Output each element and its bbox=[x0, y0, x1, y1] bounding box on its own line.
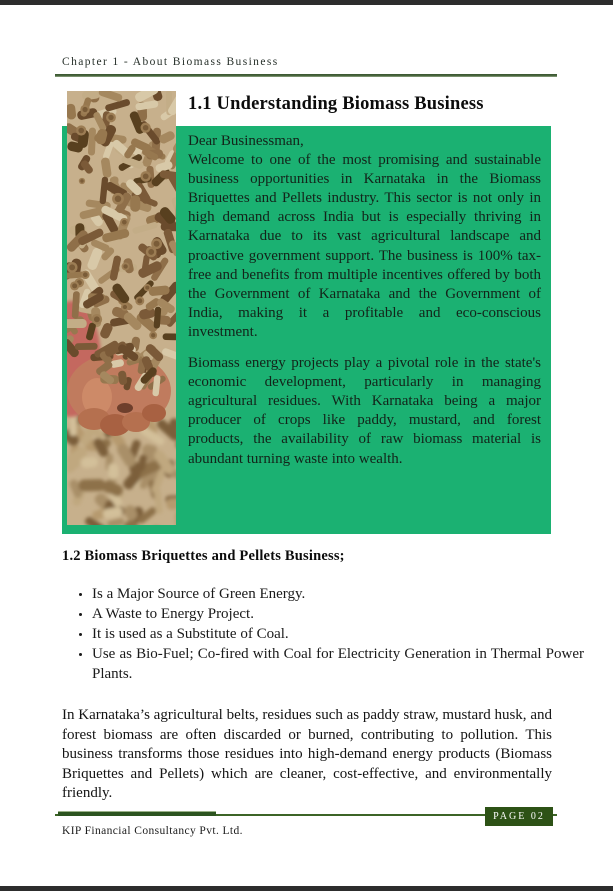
list-item: • A Waste to Energy Project. bbox=[92, 604, 584, 624]
list-item: • Is a Major Source of Green Energy. bbox=[92, 584, 584, 604]
header-divider-rule bbox=[55, 74, 557, 77]
chapter-header-label: Chapter 1 - About Biomass Business bbox=[62, 56, 279, 68]
intro-text-block bbox=[188, 132, 541, 469]
window-edge-top bbox=[0, 0, 613, 5]
section-1-2-heading: 1.2 Biomass Briquettes and Pellets Business; bbox=[62, 548, 345, 564]
benefits-bullet-list bbox=[62, 584, 584, 684]
salutation-line: Dear Businessman, bbox=[188, 133, 304, 149]
window-edge-bottom bbox=[0, 886, 613, 891]
company-footer-label: KIP Financial Consultancy Pvt. Ltd. bbox=[62, 825, 243, 837]
list-item: • Use as Bio-Fuel; Co-fired with Coal for Electricity Generation in Thermal Power Plants. bbox=[92, 644, 584, 684]
footer-divider-accent bbox=[58, 811, 216, 816]
list-item: • It is used as a Substitute of Coal. bbox=[92, 624, 584, 644]
intro-paragraph-2: Biomass energy projects play a pivotal role in the state's economic development, particularly in managing agricultural residues. With Karnataka being a major producer of crops like paddy, mustard, and forest products, the availability of raw biomass material is abundant turning waste into wealth. bbox=[188, 355, 541, 467]
page-number-badge: PAGE 02 bbox=[485, 807, 553, 826]
section-1-1-heading: 1.1 Understanding Biomass Business bbox=[188, 94, 484, 114]
closing-paragraph: In Karnataka’s agricultural belts, residues such as paddy straw, mustard husk, and forest biomass are often discarded or burned, contributing to pollution. This business transforms those residues into high-demand energy products (Biomass Briquettes and Pellets) which are cleaner, cost-effective, and environmentally friendly. bbox=[62, 707, 552, 802]
intro-paragraph-1: Welcome to one of the most promising and sustainable business opportunities in Karnataka in the Biomass Briquettes and Pellets industry. This sector is not only in high demand across India but is especially thriving in Karnataka due to its vast agricultural landscape and proactive government support. The business is 100% tax-free and benefits from multiple incentives offered by both the Government of Karnataka and the Government of India, making it a profitable and eco-conscious investment. bbox=[188, 152, 541, 340]
biomass-pellets-image bbox=[67, 91, 176, 525]
